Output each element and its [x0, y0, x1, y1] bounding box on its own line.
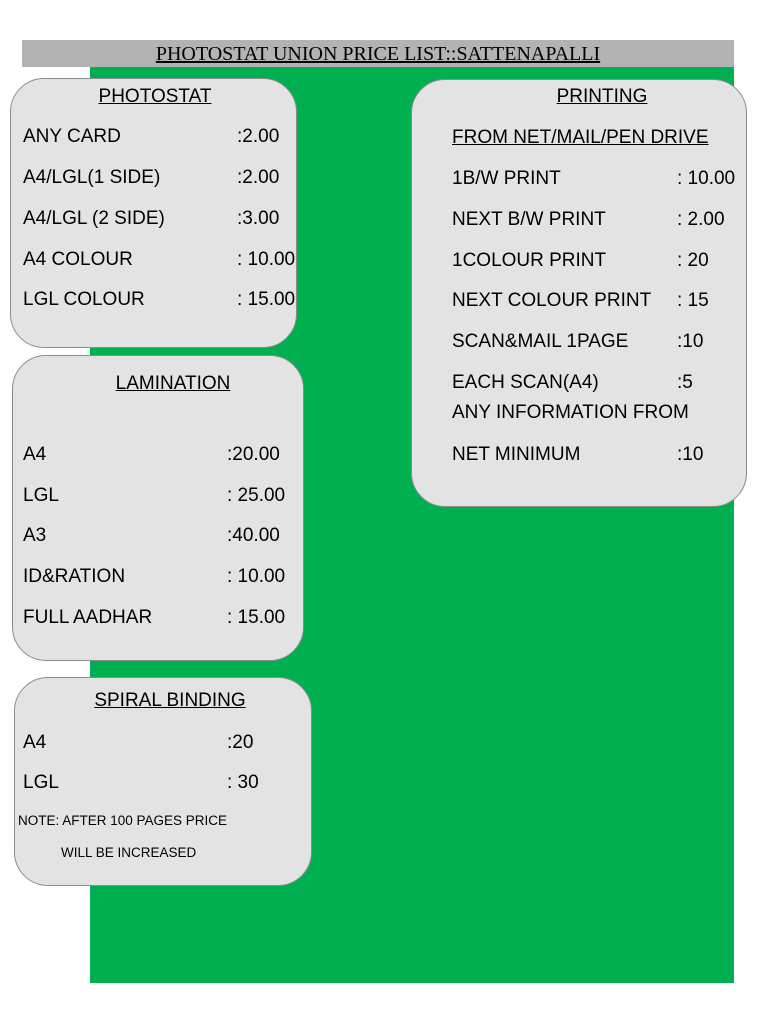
- note-line-1: NOTE: AFTER 100 PAGES PRICE: [18, 813, 228, 828]
- item-label: A4 COLOUR: [23, 249, 133, 270]
- item-label: A4/LGL(1 SIDE): [23, 167, 161, 188]
- title-separator: ::: [445, 43, 457, 65]
- item-label: LGL: [23, 485, 59, 506]
- item-price: :3.00: [237, 208, 280, 229]
- item-price: :2.00: [237, 126, 280, 147]
- item-price: :20: [227, 732, 254, 753]
- item-label: FULL AADHAR: [23, 607, 153, 628]
- photostat-box: [10, 78, 297, 348]
- item-label: ID&RATION: [23, 566, 126, 587]
- item-price: : 15: [677, 290, 709, 311]
- page-title: [22, 40, 734, 67]
- item-price: : 20: [677, 250, 709, 271]
- item-price: :5: [677, 372, 693, 393]
- note-line-2: WILL BE INCREASED: [61, 845, 197, 860]
- item-price: : 25.00: [227, 485, 286, 506]
- item-price: :10: [677, 444, 704, 465]
- item-price: : 15.00: [237, 289, 296, 310]
- printing-title: PRINTING: [556, 86, 648, 107]
- item-price: :40.00: [227, 525, 280, 546]
- item-price: : 15.00: [227, 607, 286, 628]
- item-label: 1B/W PRINT: [452, 168, 561, 189]
- item-price: : 10.00: [677, 168, 736, 189]
- item-price: : 2.00: [677, 209, 725, 230]
- title-left: PHOTOSTAT UNION PRICE LIST: [155, 43, 446, 65]
- item-price: : 10.00: [237, 249, 296, 270]
- item-label: SCAN&MAIL 1PAGE: [452, 331, 629, 352]
- item-price: :20.00: [227, 444, 280, 465]
- spiral-binding-title: SPIRAL BINDING: [94, 690, 246, 711]
- item-label: LGL COLOUR: [23, 289, 145, 310]
- item-label: LGL: [23, 772, 59, 793]
- item-price: :2.00: [237, 167, 280, 188]
- spiral-binding-box: [14, 677, 312, 886]
- item-label: A4: [23, 444, 47, 465]
- item-price: : 10.00: [227, 566, 286, 587]
- photostat-title: PHOTOSTAT: [98, 86, 212, 107]
- item-price: :10: [677, 331, 704, 352]
- printing-box: PRINTING FROM NET/MAIL/PEN DRIVE 1B/W PRINT : 10.00 NEXT B/W PRINT : 2.00 1COLOUR PRINT : 20 NEXT COLOUR PRINT : 15 SCAN&MAIL 1PAGE :10 EACH SCAN(A4) :5 ANY INFORMATION FROM NET MINIMUM :10: [411, 79, 747, 507]
- item-label: 1COLOUR PRINT: [452, 250, 607, 271]
- item-label: NEXT COLOUR PRINT: [452, 290, 652, 311]
- item-label: NET MINIMUM: [452, 444, 581, 465]
- item-label: A4/LGL (2 SIDE): [23, 208, 165, 229]
- item-label: ANY CARD: [23, 126, 121, 147]
- item-label: EACH SCAN(A4): [452, 372, 599, 393]
- item-label: A4: [23, 732, 47, 753]
- item-label: NEXT B/W PRINT: [452, 209, 606, 230]
- item-price: : 30: [227, 772, 259, 793]
- lamination-title: LAMINATION: [115, 373, 231, 394]
- title-right: SATTENAPALLI: [456, 43, 601, 65]
- item-label: A3: [23, 525, 47, 546]
- lamination-box: [12, 355, 304, 661]
